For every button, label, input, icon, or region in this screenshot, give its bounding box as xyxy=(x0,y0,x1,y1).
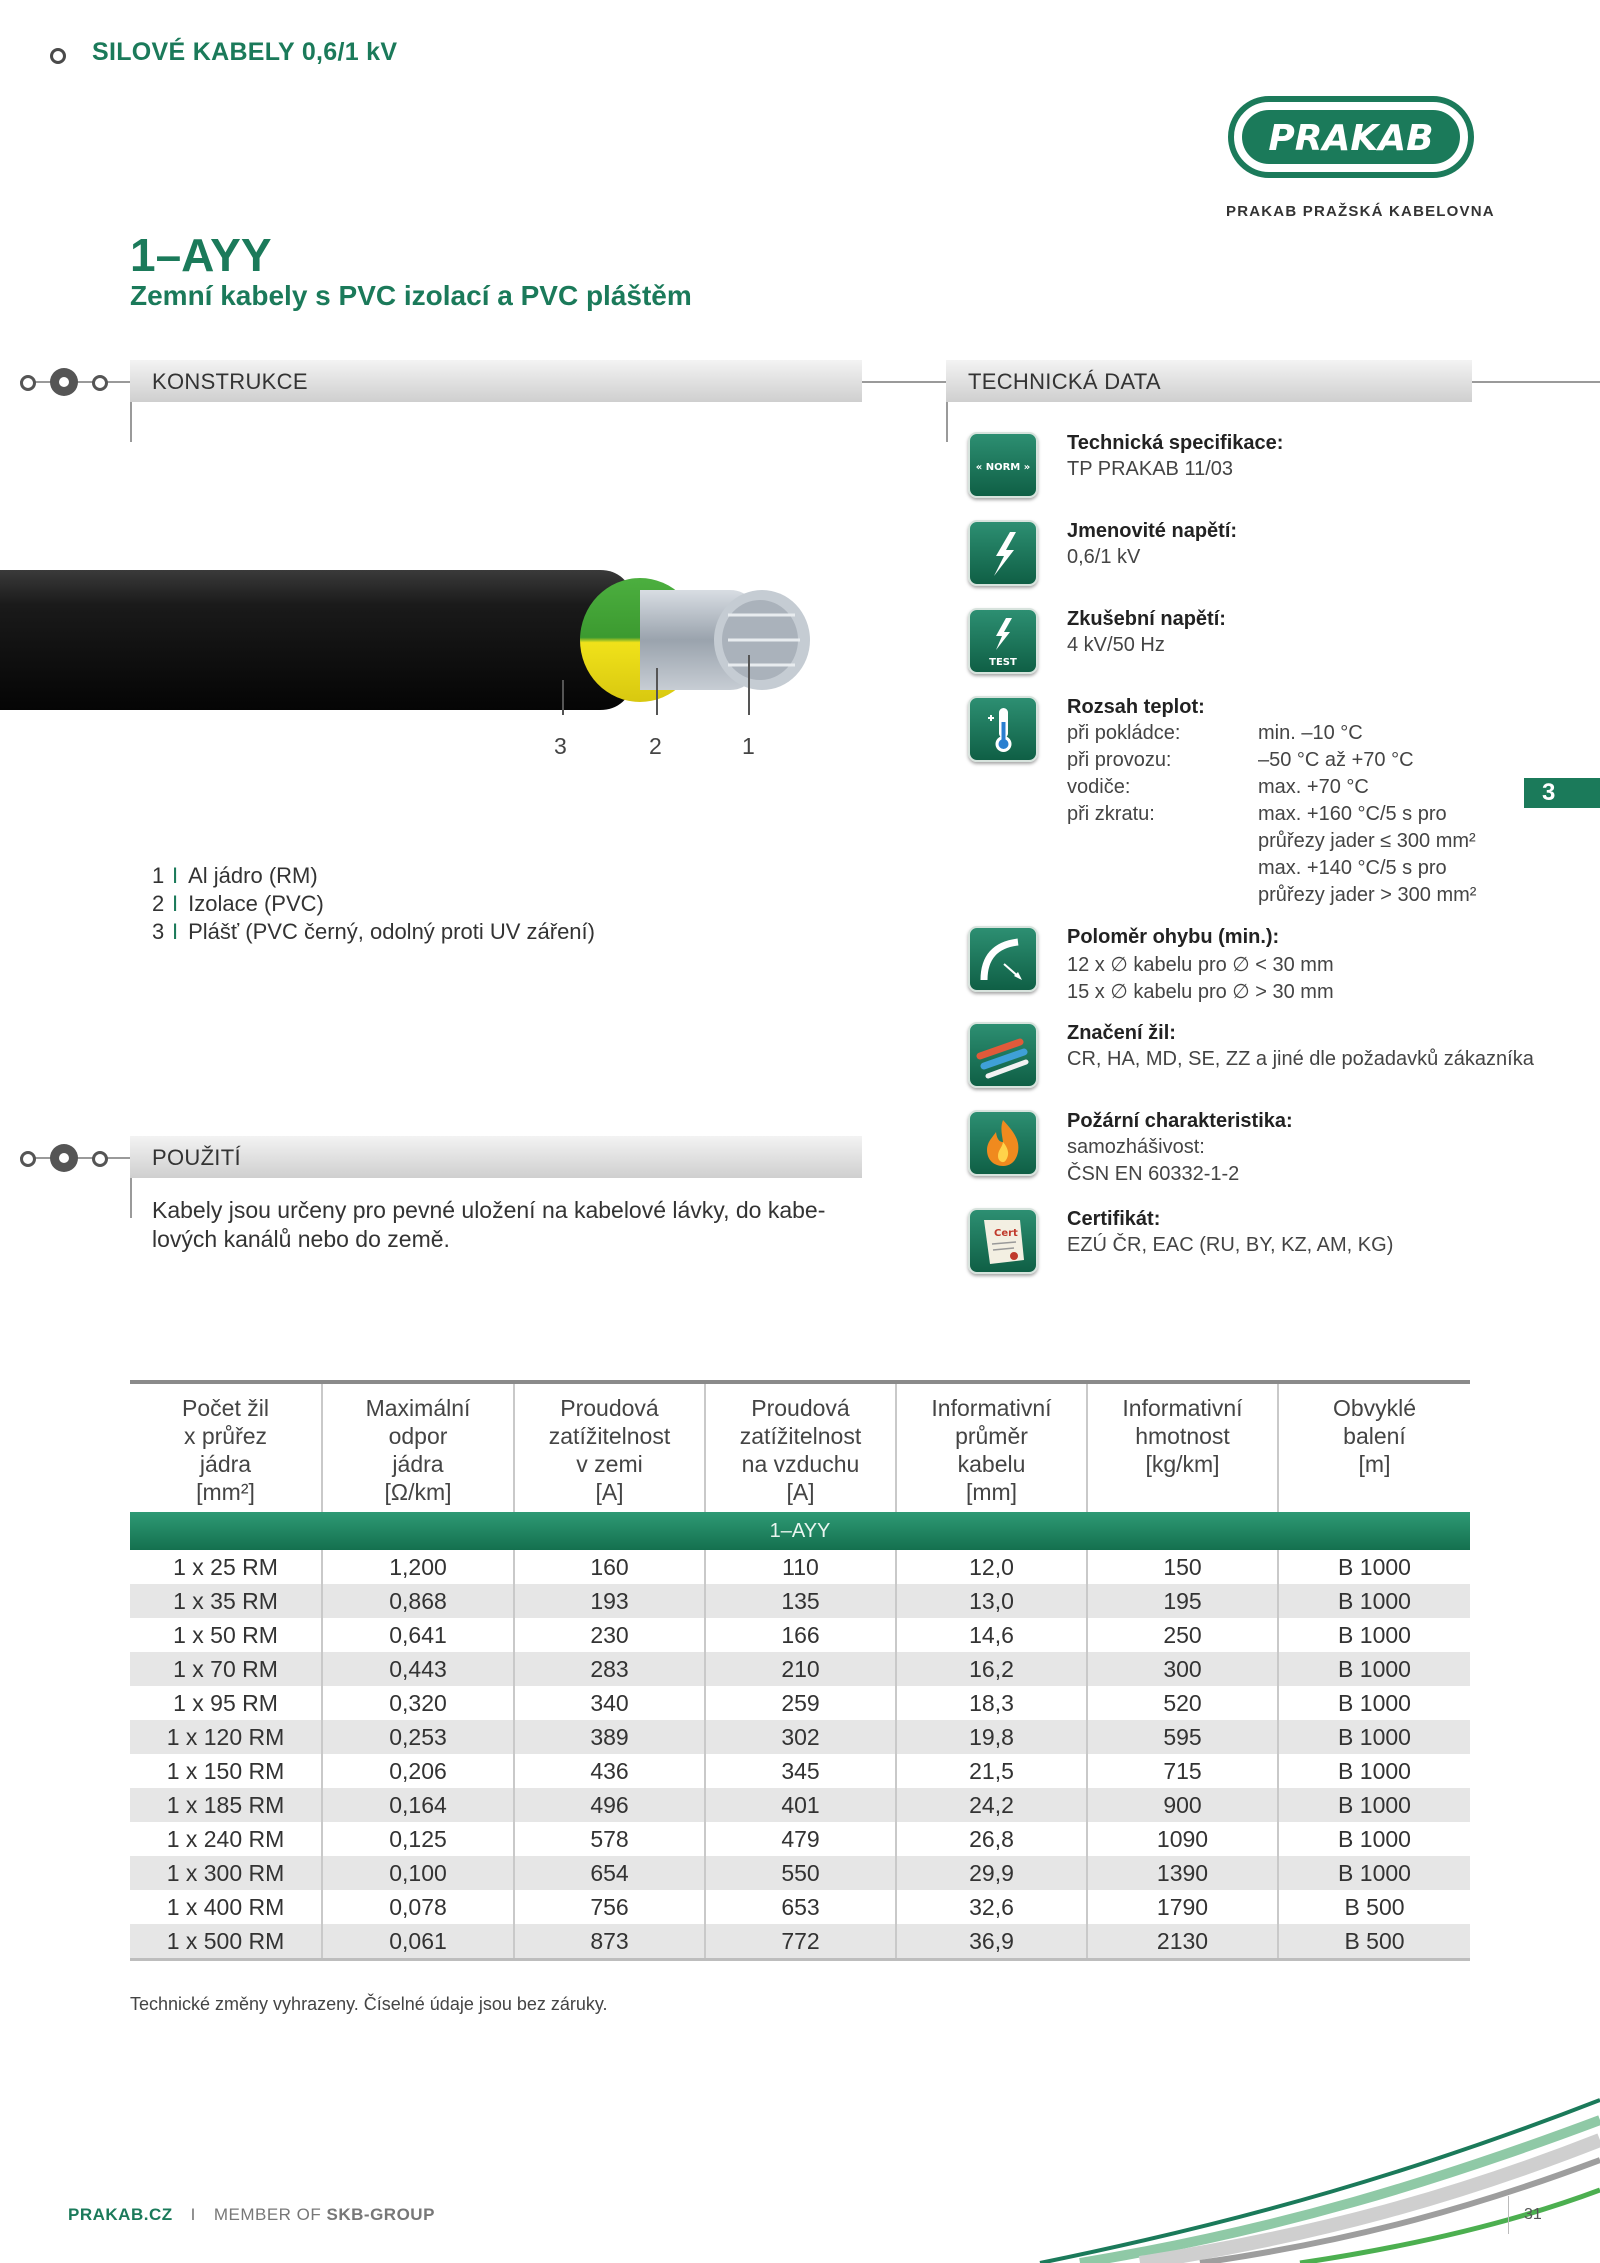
table-cell: 389 xyxy=(514,1720,705,1754)
table-cell: 230 xyxy=(514,1618,705,1652)
table-cell: 0,164 xyxy=(322,1788,514,1822)
table-cell: 756 xyxy=(514,1890,705,1924)
table-row xyxy=(130,1618,1470,1652)
bullet-small-icon xyxy=(20,375,36,391)
fire-icon xyxy=(968,1110,1038,1176)
cable-cross-section-image xyxy=(0,540,900,770)
table-cell: B 1000 xyxy=(1278,1720,1470,1754)
divider xyxy=(946,402,948,442)
table-cell: 1 x 300 RM xyxy=(130,1856,322,1890)
table-cell: 21,5 xyxy=(896,1754,1087,1788)
table-cell: 1 x 95 RM xyxy=(173,1689,278,1716)
table-cell: 1 x 25 RM xyxy=(173,1553,278,1580)
table-cell: B 1000 xyxy=(1278,1652,1470,1686)
usage-text: Kabely jsou určeny pro pevné uložení na kabelové lávky, do kabe- lových kanálů nebo do země. xyxy=(152,1197,826,1252)
column-header: Informativní průměr kabelu [mm] xyxy=(896,1382,1087,1512)
table-cell: 16,2 xyxy=(896,1652,1087,1686)
table-cell: 1 x 150 RM xyxy=(166,1757,285,1784)
callout-1: 1 xyxy=(742,733,755,759)
table-cell: 900 xyxy=(1087,1788,1278,1822)
column-header: Proudová zatížitelnost na vzduchu [A] xyxy=(705,1382,896,1512)
table-cell: 520 xyxy=(1087,1686,1278,1720)
table-cell: B 1000 xyxy=(1278,1822,1470,1856)
prakab-logo xyxy=(1228,96,1474,178)
table-group-row: 1–AYY xyxy=(130,1512,1470,1550)
table-row xyxy=(130,1822,1470,1856)
table-cell: 0,100 xyxy=(322,1856,514,1890)
table-cell: 259 xyxy=(705,1686,896,1720)
legend-item: 1 I Al jádro (RM) xyxy=(152,863,318,888)
table-cell: 166 xyxy=(705,1618,896,1652)
svg-text:Cert: Cert xyxy=(994,1228,1018,1239)
table-cell: 0,443 xyxy=(322,1652,514,1686)
table-row xyxy=(130,1924,1470,1960)
table-cell: 12,0 xyxy=(896,1550,1087,1584)
table-cell: 283 xyxy=(514,1652,705,1686)
table-cell: B 1000 xyxy=(1278,1584,1470,1618)
table-cell: B 1000 xyxy=(1278,1754,1470,1788)
table-cell: 873 xyxy=(514,1924,705,1960)
table-cell: 578 xyxy=(514,1822,705,1856)
svg-text:PRAKAB: PRAKAB xyxy=(1268,118,1434,159)
table-cell: 1390 xyxy=(1087,1856,1278,1890)
core-marking-icon xyxy=(968,1022,1038,1088)
table-cell: B 1000 xyxy=(1278,1618,1470,1652)
table-row xyxy=(130,1788,1470,1822)
table-cell: 1790 xyxy=(1087,1890,1278,1924)
table-header-row xyxy=(130,1382,1470,1512)
svg-text:« NORM »: « NORM » xyxy=(975,462,1031,473)
column-header: Počet žil x průřez jádra [mm²] xyxy=(182,1395,269,1505)
callout-2: 2 xyxy=(649,733,662,759)
column-header: Maximální odpor jádra [Ω/km] xyxy=(322,1382,514,1512)
table-cell: 1 x 240 RM xyxy=(166,1825,285,1852)
divider xyxy=(862,381,946,383)
table-cell: 150 xyxy=(1087,1550,1278,1584)
product-title: 1–AYY xyxy=(130,229,272,281)
table-cell: 24,2 xyxy=(896,1788,1087,1822)
table-cell: 18,3 xyxy=(896,1686,1087,1720)
table-cell: 1 x 50 RM xyxy=(173,1621,278,1648)
table-row xyxy=(130,1550,1470,1584)
table-cell: 29,9 xyxy=(896,1856,1087,1890)
section-label: SILOVÉ KABELY 0,6/1 kV xyxy=(92,38,398,66)
table-cell: 653 xyxy=(705,1890,896,1924)
legend-item: 3 I Plášť (PVC černý, odolný proti UV záření) xyxy=(152,919,595,944)
table-cell: 14,6 xyxy=(896,1618,1087,1652)
table-cell: 340 xyxy=(514,1686,705,1720)
table-cell: 401 xyxy=(705,1788,896,1822)
table-row xyxy=(130,1584,1470,1618)
bullet-small-icon xyxy=(92,375,108,391)
table-cell: 2130 xyxy=(1087,1924,1278,1960)
table-cell: 550 xyxy=(705,1856,896,1890)
table-cell: 160 xyxy=(514,1550,705,1584)
table-cell: B 1000 xyxy=(1278,1686,1470,1720)
footer-brand-link[interactable]: PRAKAB.CZ xyxy=(68,2205,173,2224)
footer: PRAKAB.CZ I MEMBER OF SKB-GROUP xyxy=(68,2205,435,2224)
table-cell: 26,8 xyxy=(896,1822,1087,1856)
bullet-big-icon xyxy=(50,1144,78,1172)
table-cell: 0,868 xyxy=(322,1584,514,1618)
table-cell: 32,6 xyxy=(896,1890,1087,1924)
cable-data-table xyxy=(130,1380,1470,1961)
table-cell: 1 x 400 RM xyxy=(166,1893,285,1920)
product-subtitle: Zemní kabely s PVC izolací a PVC pláštěm xyxy=(130,280,692,311)
table-row xyxy=(130,1856,1470,1890)
table-cell: 715 xyxy=(1087,1754,1278,1788)
column-header: Informativní hmotnost [kg/km] xyxy=(1087,1382,1278,1512)
table-cell: 595 xyxy=(1087,1720,1278,1754)
table-cell: 193 xyxy=(514,1584,705,1618)
bullet-small-icon xyxy=(20,1151,36,1167)
certificate-icon xyxy=(968,1208,1038,1274)
table-cell: 654 xyxy=(514,1856,705,1890)
table-cell: 0,125 xyxy=(322,1822,514,1856)
table-cell: 210 xyxy=(705,1652,896,1686)
divider xyxy=(1508,2196,1509,2234)
table-cell: 36,9 xyxy=(896,1924,1087,1960)
decorative-cable-swoosh xyxy=(1000,2080,1600,2263)
bullet-big-icon xyxy=(50,368,78,396)
table-cell: B 1000 xyxy=(1278,1788,1470,1822)
table-cell: 110 xyxy=(705,1550,896,1584)
logo-subtitle: PRAKAB PRAŽSKÁ KABELOVNA xyxy=(1226,203,1495,220)
divider xyxy=(130,1178,132,1218)
table-cell: 1090 xyxy=(1087,1822,1278,1856)
table-cell: 0,641 xyxy=(322,1618,514,1652)
table-cell: 1 x 70 RM xyxy=(130,1652,322,1686)
table-cell: 0,061 xyxy=(322,1924,514,1960)
table-cell: B 500 xyxy=(1278,1924,1470,1960)
bend-radius-icon xyxy=(968,926,1038,992)
disclaimer-note: Technické změny vyhrazeny. Číselné údaje jsou bez záruky. xyxy=(130,1994,608,2014)
divider xyxy=(130,402,132,442)
table-row xyxy=(130,1652,1470,1686)
table-cell: 496 xyxy=(514,1788,705,1822)
thermometer-icon xyxy=(968,696,1038,762)
callout-3: 3 xyxy=(554,733,567,759)
table-cell: 0,206 xyxy=(322,1754,514,1788)
table-cell: 0,078 xyxy=(322,1890,514,1924)
table-cell: 479 xyxy=(705,1822,896,1856)
table-cell: 0,320 xyxy=(322,1686,514,1720)
column-header: Proudová zatížitelnost v zemi [A] xyxy=(514,1382,705,1512)
legend-item: 2 I Izolace (PVC) xyxy=(152,891,324,916)
table-row xyxy=(130,1890,1470,1924)
svg-text:TEST: TEST xyxy=(989,657,1017,668)
column-header: Obvyklé balení [m] xyxy=(1278,1382,1470,1512)
construction-legend xyxy=(152,862,595,946)
table-cell: 13,0 xyxy=(896,1584,1087,1618)
table-row xyxy=(130,1686,1470,1720)
table-row xyxy=(130,1754,1470,1788)
table-cell: 19,8 xyxy=(896,1720,1087,1754)
lightning-icon xyxy=(968,520,1038,586)
table-cell: 436 xyxy=(514,1754,705,1788)
table-cell: B 1000 xyxy=(1278,1856,1470,1890)
table-cell: 302 xyxy=(705,1720,896,1754)
table-cell: 772 xyxy=(705,1924,896,1960)
test-lightning-icon xyxy=(968,608,1038,674)
table-cell: B 1000 xyxy=(1278,1550,1470,1584)
table-cell: 1 x 120 RM xyxy=(130,1720,322,1754)
table-cell: 135 xyxy=(705,1584,896,1618)
table-cell: 1,200 xyxy=(322,1550,514,1584)
table-cell: 345 xyxy=(705,1754,896,1788)
bullet-small-icon xyxy=(92,1151,108,1167)
page-number: 31 xyxy=(1524,2206,1542,2223)
table-cell: 300 xyxy=(1087,1652,1278,1686)
usage-heading: POUŽITÍ xyxy=(130,1136,862,1178)
table-cell: 1 x 185 RM xyxy=(130,1788,322,1822)
table-cell: 0,253 xyxy=(322,1720,514,1754)
table-cell: 195 xyxy=(1087,1584,1278,1618)
table-row xyxy=(130,1720,1470,1754)
divider xyxy=(1472,381,1600,383)
table-cell: 1 x 500 RM xyxy=(130,1924,322,1960)
technical-heading: TECHNICKÁ DATA xyxy=(946,360,1472,402)
norm-icon xyxy=(968,432,1038,498)
table-cell: 1 x 35 RM xyxy=(130,1584,322,1618)
table-cell: B 500 xyxy=(1278,1890,1470,1924)
table-cell: 250 xyxy=(1087,1618,1278,1652)
chapter-tab: 3 xyxy=(1524,778,1600,808)
construction-heading: KONSTRUKCE xyxy=(130,360,862,402)
